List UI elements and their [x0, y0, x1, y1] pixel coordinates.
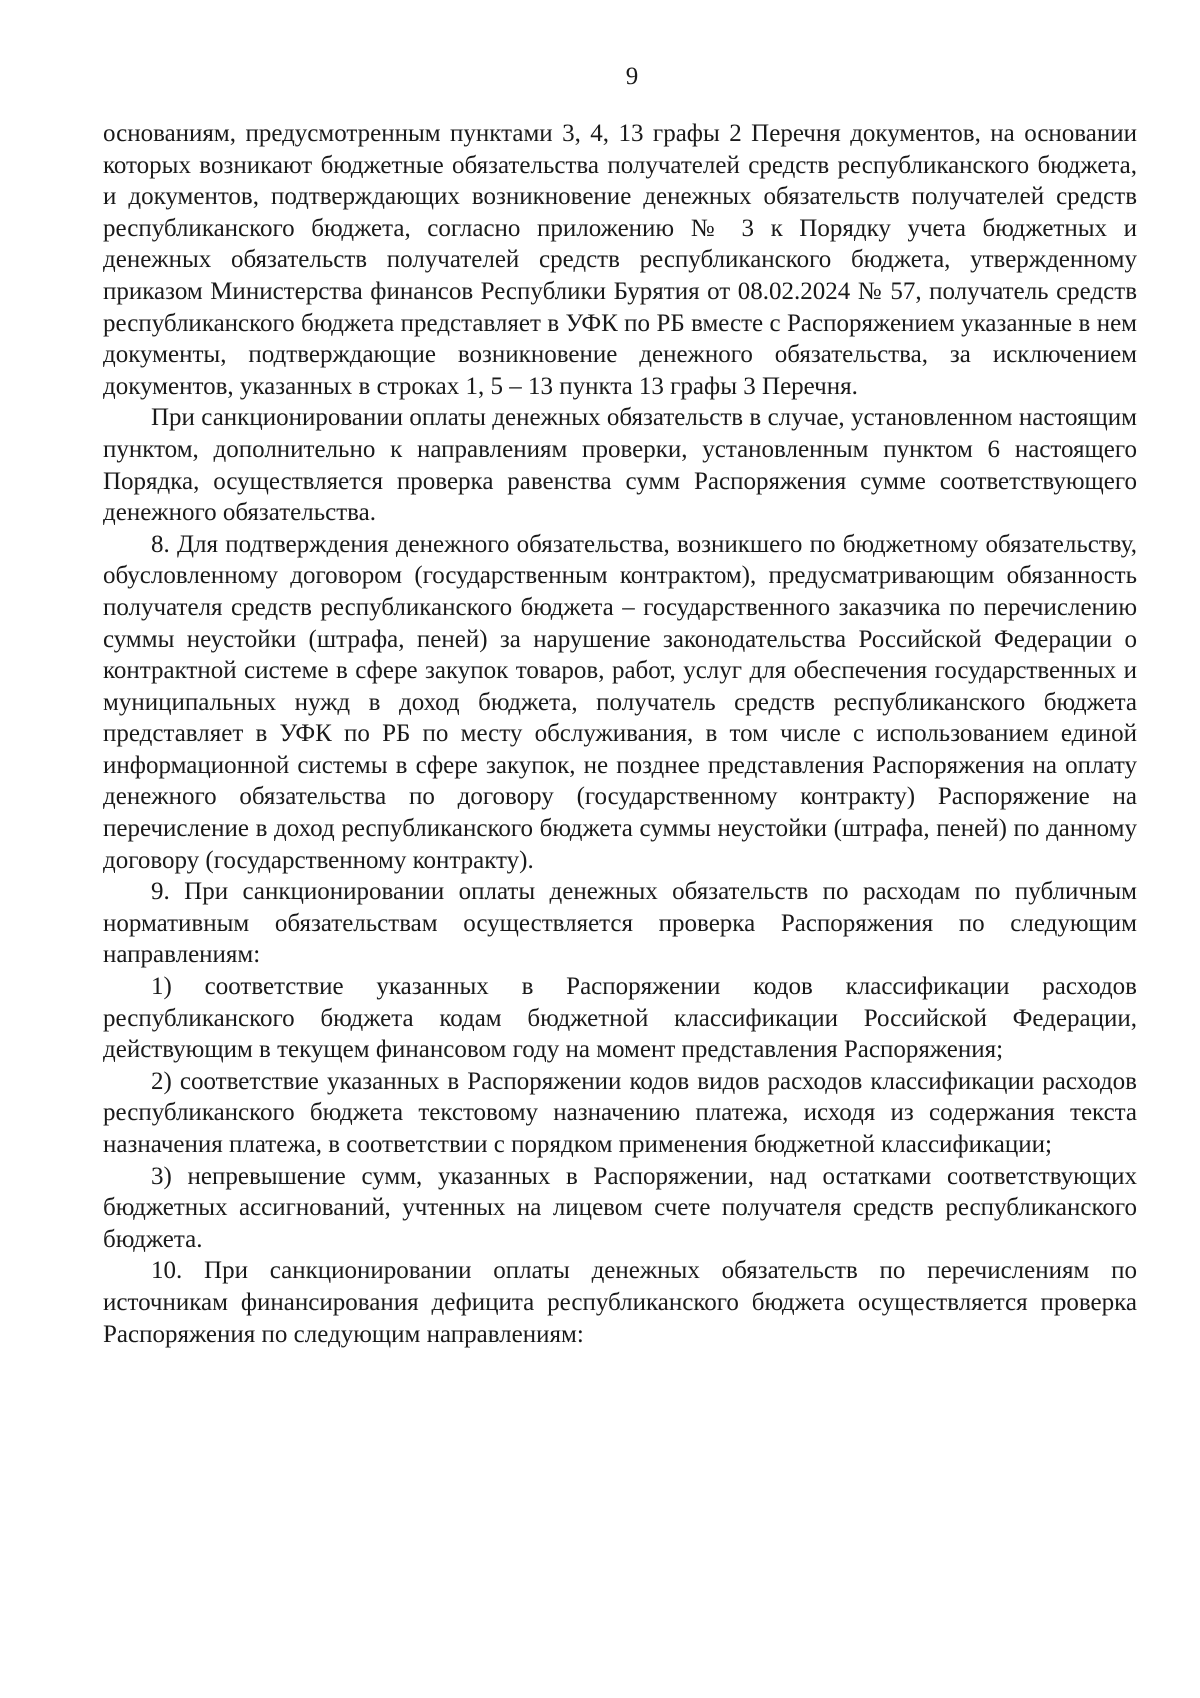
paragraph-8-penalty: 8. Для подтверждения денежного обязательства, возникшего по бюджетному обязательству, обусловленному договором (государственным контрактом), предусматривающим обязанность получателя средств республиканского бюджета – государственного заказчика по перечислению суммы неустойки (штрафа, пеней) за нарушение законодательства Российской Федерации о контрактной системе в сфере закупок товаров, работ, услуг для обеспечения государственных и муниципальных нужд в доход бюджета, получатель средств республиканского бюджета представляет в УФК по РБ по месту обслуживания, в том числе с использованием единой информационной системы в сфере закупок, не позднее представления Распоряжения на оплату денежного обязательства по договору (государственному контракту) Распоряжение на перечисление в доход республиканского бюджета суммы неустойки (штрафа, пеней) по данному договору (государственному контракту). — [103, 530, 1137, 874]
list-item-9-3: 3) непревышение сумм, указанных в Распоряжении, над остатками соответствующих бюджетных ассигнований, учтенных на лицевом счете получателя средств республиканского бюджета. — [103, 1162, 1137, 1253]
paragraph-9-public-obligations: 9. При санкционировании оплаты денежных обязательств по расходам по публичным нормативным обязательствам осуществляется проверка Распоряжения по следующим направлениям: — [103, 878, 1137, 969]
list-item-9-1: 1) соответствие указанных в Распоряжении кодов классификации расходов республиканского бюджета кодам бюджетной классификации Российской Федерации, действующим в текущем финансовом году на момент представления Распоряжения; — [103, 973, 1137, 1064]
paragraph-continuation: основаниям, предусмотренным пунктами 3, 4, 13 графы 2 Перечня документов, на основании которых возникают бюджетные обязательства получателей средств республиканского бюджета, и документов, подтверждающих возникновение денежных обязательств получателей средств республиканского бюджета, согласно приложению № 3 к Порядку учета бюджетных и денежных обязательств получателей средств республиканского бюджета, утвержденному приказом Министерства финансов Республики Бурятия от 08.02.2024 № 57, получатель средств республиканского бюджета представляет в УФК по РБ вместе с Распоряжением указанные в нем документы, подтверждающие возникновение денежного обязательства, за исключением документов, указанных в строках 1, 5 – 13 пункта 13 графы 3 Перечня. — [103, 120, 1137, 400]
document-body — [103, 118, 1137, 1350]
paragraph-7-sanction-check: При санкционировании оплаты денежных обязательств в случае, установленном настоящим пунктом, дополнительно к направлениям проверки, установленным пунктом 6 настоящего Порядка, осуществляется проверка равенства сумм Распоряжения сумме соответствующего денежного обязательства. — [103, 404, 1137, 527]
list-item-9-2: 2) соответствие указанных в Распоряжении кодов видов расходов классификации расходов республиканского бюджета текстовому назначению платежа, исходя из содержания текста назначения платежа, в соответствии с порядком применения бюджетной классификации; — [103, 1067, 1137, 1158]
paragraph-10-deficit-sources: 10. При санкционировании оплаты денежных обязательств по перечислениям по источникам финансирования дефицита республиканского бюджета осуществляется проверка Распоряжения по следующим направлениям: — [103, 1257, 1137, 1348]
page-number: 9 — [625, 63, 639, 90]
